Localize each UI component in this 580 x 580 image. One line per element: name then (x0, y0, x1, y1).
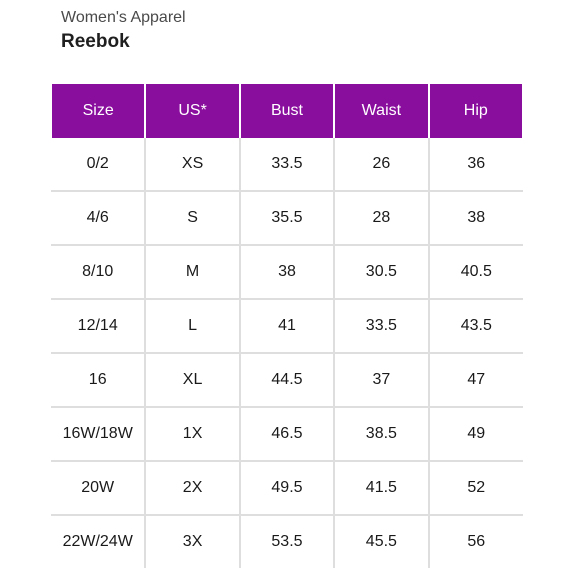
cell-hip: 43.5 (429, 299, 523, 353)
cell-waist: 33.5 (334, 299, 428, 353)
cell-bust: 53.5 (240, 515, 334, 568)
cell-us: XL (145, 353, 239, 407)
brand-title: Reebok (61, 31, 130, 52)
cell-waist: 37 (334, 353, 428, 407)
cell-us: 3X (145, 515, 239, 568)
cell-size: 20W (51, 461, 145, 515)
cell-bust: 41 (240, 299, 334, 353)
cell-waist: 38.5 (334, 407, 428, 461)
column-header-size: Size (51, 84, 145, 138)
column-header-waist: Waist (334, 84, 428, 138)
cell-hip: 36 (429, 138, 523, 191)
cell-waist: 41.5 (334, 461, 428, 515)
cell-bust: 35.5 (240, 191, 334, 245)
column-header-us: US* (145, 84, 239, 138)
cell-bust: 46.5 (240, 407, 334, 461)
cell-hip: 56 (429, 515, 523, 568)
cell-hip: 47 (429, 353, 523, 407)
cell-size: 4/6 (51, 191, 145, 245)
category-title: Women's Apparel (61, 9, 186, 26)
table-row (51, 407, 523, 461)
cell-us: L (145, 299, 239, 353)
cell-size: 8/10 (51, 245, 145, 299)
table-row (51, 461, 523, 515)
cell-hip: 40.5 (429, 245, 523, 299)
cell-bust: 33.5 (240, 138, 334, 191)
cell-hip: 38 (429, 191, 523, 245)
cell-us: S (145, 191, 239, 245)
table-row (51, 353, 523, 407)
cell-bust: 38 (240, 245, 334, 299)
cell-waist: 28 (334, 191, 428, 245)
table-row (51, 245, 523, 299)
cell-size: 22W/24W (51, 515, 145, 568)
size-chart-table (50, 84, 524, 568)
cell-us: XS (145, 138, 239, 191)
column-header-bust: Bust (240, 84, 334, 138)
cell-size: 16 (51, 353, 145, 407)
cell-hip: 49 (429, 407, 523, 461)
table-header-row (51, 84, 523, 138)
column-header-hip: Hip (429, 84, 523, 138)
table-row (51, 515, 523, 568)
cell-bust: 44.5 (240, 353, 334, 407)
cell-us: 1X (145, 407, 239, 461)
cell-us: 2X (145, 461, 239, 515)
cell-bust: 49.5 (240, 461, 334, 515)
cell-us: M (145, 245, 239, 299)
cell-waist: 26 (334, 138, 428, 191)
table-row (51, 191, 523, 245)
cell-size: 0/2 (51, 138, 145, 191)
cell-size: 16W/18W (51, 407, 145, 461)
cell-hip: 52 (429, 461, 523, 515)
cell-size: 12/14 (51, 299, 145, 353)
cell-waist: 45.5 (334, 515, 428, 568)
chart-header (61, 8, 186, 54)
cell-waist: 30.5 (334, 245, 428, 299)
table-row (51, 138, 523, 191)
table-row (51, 299, 523, 353)
